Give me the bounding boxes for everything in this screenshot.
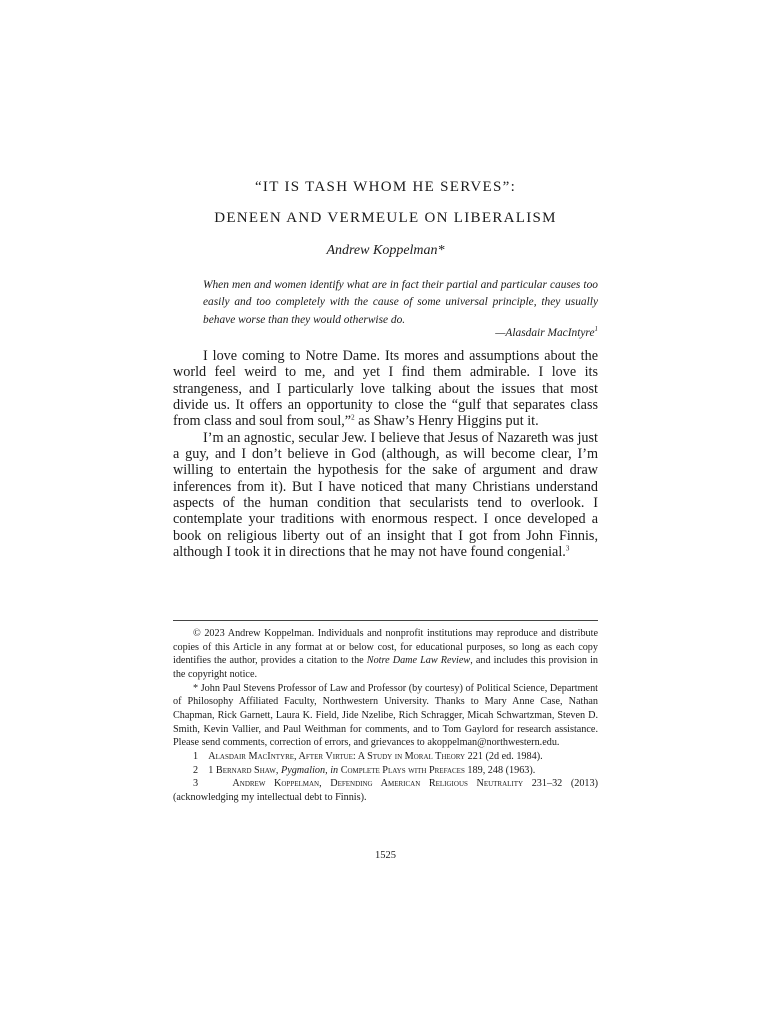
title-line-2: DENEEN AND VERMEULE ON LIBERALISM [214,210,557,226]
epigraph-attribution [495,327,598,339]
body-paragraph-1 [173,348,598,430]
footnote-2 [173,764,598,778]
article-page [173,0,598,1024]
footnotes [173,627,598,805]
footnote-copyright [173,627,598,682]
author-name: Andrew Koppelman [326,243,438,258]
footnote-ref-2: 2 [351,413,355,422]
footnote-author: * John Paul Stevens Professor of Law and Professor (by courtesy) of Political Science, Department of Philosophy Affiliated Faculty, Northwestern University. Thanks to Mary Anne Case, Nathan Chapman, Rick Garnett, Laura K. Field, Jide Nzelibe, Rich Schragger, Micah Schwartzman, Steven D. Smith, Kevin Vallier, and Paul Weithman for comments, and to Tom Gaylord for research assistance. Please send comments, correction of errors, and grievances to akoppelman@northwestern.edu. [173,682,598,749]
body-paragraph-2 [173,430,598,561]
footnote-3-number: 3 [193,778,199,790]
footnote-ref-3: 3 [565,544,570,553]
footnote-1 [173,750,598,764]
footnote-1-cite: 221 (2d ed. 1984). [465,750,543,762]
footnote-2-work: Pygmalion [280,764,326,776]
paragraph-2-text: I’m an agnostic, secular Jew. I believe that Jesus of Nazareth was just a guy, and I don’t believe in God (although, as will become clear, I’m willing to entertain the hypothesis for the sake of argument and draw inferences from it). But I have noticed that many Christians understand aspects of the human condition that secularists tend to overlook. I contemplate your traditions with enormous respect. I once developed a book on religious liberty out of an insight that I got from John Finnis, although I took it in directions that he may not have found congenial. [173,429,598,561]
article-body [173,348,598,560]
copyright-tail: , and includes this provision in the copyright notice. [173,655,598,680]
article-title [173,172,598,234]
footnote-2-cite: 189, 248 (1963). [464,764,536,776]
footnote-2-collection: Complete Plays with Prefaces [340,764,465,776]
epigraph: When men and women identify what are in fact their partial and particular causes too easily and too completely with the cause of some universal principle, they usually behave worse than they would otherwise do. [203,279,598,326]
paragraph-1-tail: as Shaw’s Henry Higgins put it. [354,413,539,430]
page-number: 1525 [375,850,396,861]
footnote-2-number: 2 [193,764,199,776]
footnote-ref-1: 1 [594,325,598,334]
epigraph-attribution-text: —Alasdair MacIntyre [495,327,595,339]
footnote-1-source: Alasdair MacIntyre, After Virtue: A Study in Moral Theory [208,750,466,762]
footnote-3-source: Andrew Koppelman, Defending American Religious Neutrality [232,778,524,790]
footnote-2-author: 1 Bernard Shaw, [208,764,281,776]
footnote-3-cite: 231–32 (2013) (acknowledging my intellectual debt to Finnis). [173,778,598,803]
footnote-1-number: 1 [193,750,199,762]
title-line-1: “IT IS TASH WHOM HE SERVES”: [254,179,517,195]
footnote-divider [173,620,598,621]
author-footnote-mark: * [437,243,445,258]
footnote-2-in: , in [325,764,341,776]
footnote-3 [173,777,598,804]
author-byline [173,243,598,259]
journal-name: Notre Dame Law Review [366,655,471,667]
paragraph-1-text: I love coming to Notre Dame. Its mores and assumptions about the world feel weird to me, and yet I find them admirable. I love its strangeness, and I particularly love talking about the issues that most divide us. It offers an opportunity to close the “gulf that separates class from class and soul from soul,” [173,348,598,430]
copyright-text: © 2023 Andrew Koppelman. Individuals and nonprofit institutions may reproduce and distribute copies of this Article in any format at or below cost, for educational purposes, so long as each copy identifies the author, provides a citation to the [173,628,598,667]
